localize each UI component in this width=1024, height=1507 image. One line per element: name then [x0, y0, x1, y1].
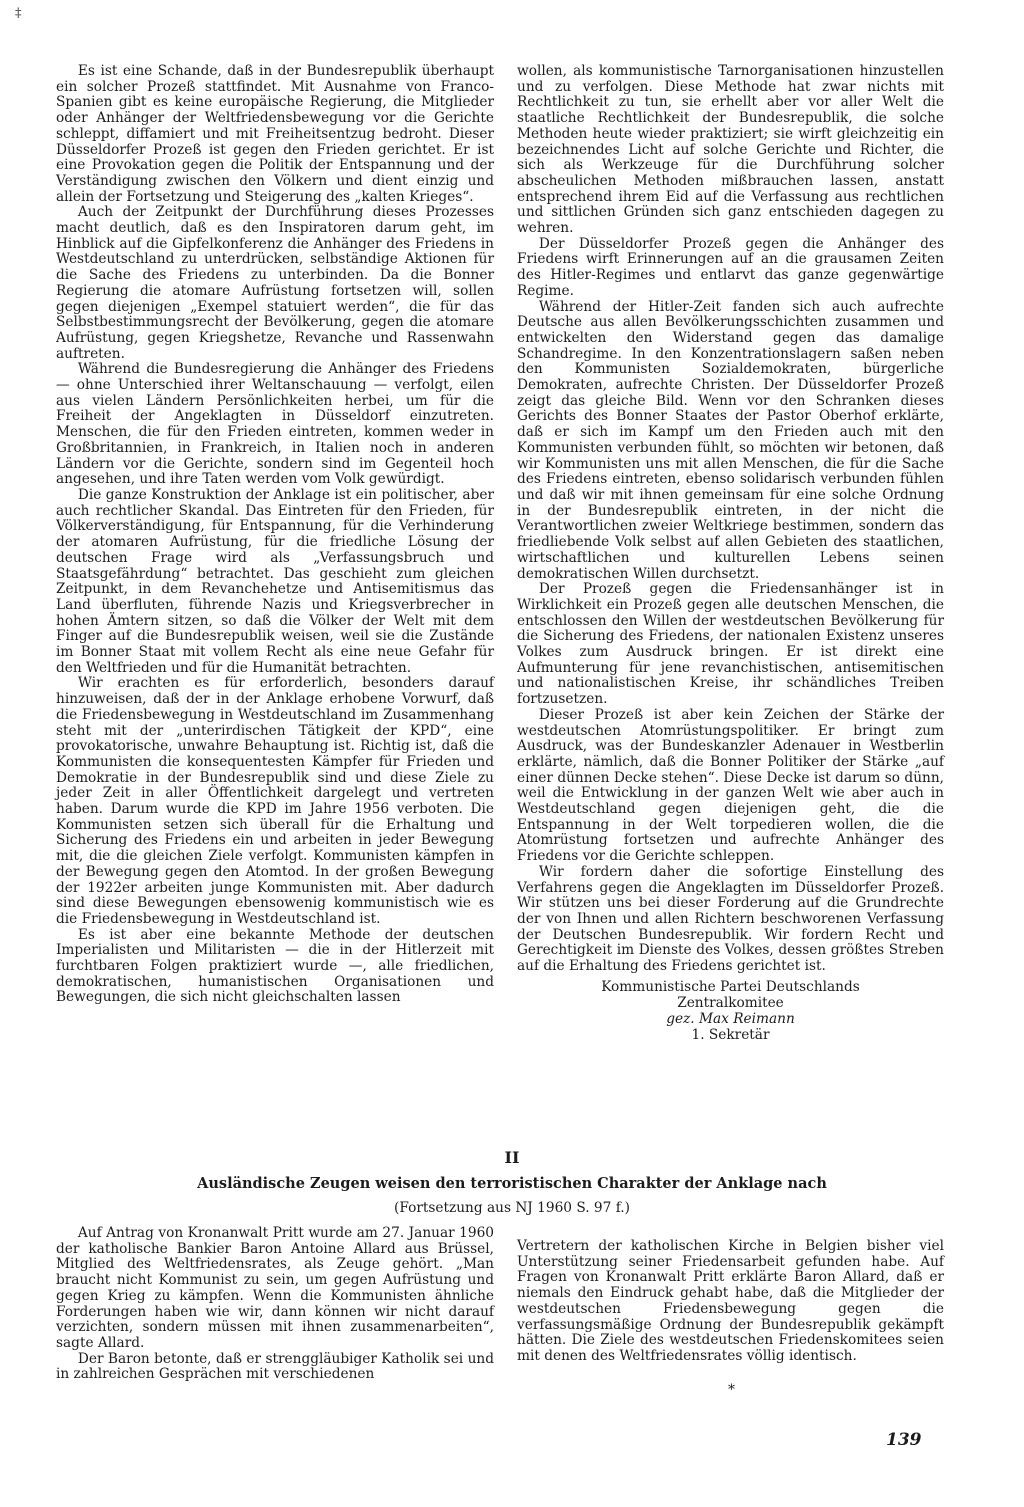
signature-party: Kommunistische Partei Deutschlands — [601, 978, 860, 995]
section-numeral: II — [504, 1148, 520, 1167]
section-left-column — [56, 1226, 494, 1383]
paragraph: Die ganze Konstruktion der Anklage ist ein politischer, aber auch rechtlicher Skandal. Das Eintreten für den Frieden, für Völkerverständigung, für Entspannung, für die Verhinderung der atomaren Aufrüstung, für die friedliche Lösung der deutschen Frage wird als „Verfassungsbruch und Staatsgefährdung“ betrachtet. Das geschieht zum gleichen Zeitpunkt, in dem Revanchehetze und Antisemitismus das Land überfluten, führende Nazis und Kriegsverbrecher in hohen Ämtern sitzen, so daß die Völker der Welt mit dem Finger auf die Bundesrepublik weisen, weil sie die Zustände im Bonner Staat mit vollem Recht als eine neue Gefahr für den Weltfrieden und für die Humanität betrachten. — [56, 486, 494, 676]
paragraph: Der Prozeß gegen die Friedensanhänger ist in Wirklichkeit ein Prozeß gegen alle deutschen Menschen, die entschlossen den Willen der westdeutschen Bevölkerung für die Sicherung des Friedens, der nationalen Existenz unseres Volkes zum Ausdruck bringen. Er ist direkt eine Aufmunterung für jene revanchistischen, antisemitischen und nationalistischen Kreise, ihr schändliches Treiben fortzusetzen. — [517, 581, 944, 708]
left-column — [56, 64, 494, 1006]
paragraph: Auf Antrag von Kronanwalt Pritt wurde am 27. Januar 1960 der katholische Bankier Baron Antoine Allard aus Brüssel, Mitglied des Weltfriedensrates, als Zeuge gehört. „Man braucht nicht Kommunist zu sein, um gegen Aufrüstung und gegen Krieg zu kämpfen. Wenn die Kommunisten ähnliche Forderungen haben wie wir, dann können wir nicht darauf verzichten, sondern müssen mit ihnen zusammenarbeiten“, sagte Allard. — [56, 1225, 494, 1351]
signature-committee: Zentralkomitee — [677, 994, 784, 1011]
paragraph: Vertretern der katholischen Kirche in Belgien bisher viel Unterstützung seiner Friedensarbeit gefunden habe. Auf Fragen von Kronanwalt Pritt erklärte Baron Allard, daß er niemals den Eindruck gehabt habe, daß die Mitglieder der westdeutschen Friedensbewegung gegen die verfassungsmäßige Ordnung der Bundesrepublik gekämpft hätten. Die Ziele des westdeutschen Friedenskomitees seien mit denen des Weltfriedensrates völlig identisch. — [517, 1238, 944, 1364]
section-right-column — [517, 1239, 944, 1365]
signature-block — [517, 979, 944, 1043]
signature-signer: gez. Max Reimann — [666, 1010, 795, 1027]
signature-role: 1. Sekretär — [691, 1026, 770, 1043]
paragraph: Dieser Prozeß ist aber kein Zeichen der Stärke der westdeutschen Atomrüstungspolitiker. Er bringt zum Ausdruck, was der Bundeskanzler Adenauer in Westberlin erklärte, nämlich, daß die Bonner Politiker der Stärke „auf einer dünnen Decke stehen“. Diese Decke ist darum so dünn, weil die Entwicklung in der ganzen Welt wie aber auch in Westdeutschland gegen diejenigen geht, die die Entspannung in der Welt torpedieren wollen, die die Atomrüstung fortsetzen und aufrechte Anhänger des Friedens vor die Gerichte schleppen. — [517, 706, 944, 865]
section-headline: Ausländische Zeugen weisen den terroristischen Charakter der Anklage nach — [197, 1175, 827, 1192]
page-number: 139 — [886, 1430, 922, 1450]
section-subline: (Fortsetzung aus NJ 1960 S. 97 f.) — [394, 1200, 630, 1216]
paragraph: Der Düsseldorfer Prozeß gegen die Anhänger des Friedens wirft Erinnerungen auf an die grausamen Zeiten des Hitler-Regimes und entlarvt das ganze gegenwärtige Regime. — [517, 235, 944, 299]
paragraph: Auch der Zeitpunkt der Durchführung dieses Prozesses macht deutlich, daß es den Inspiratoren darum geht, im Hinblick auf die Gipfelkonferenz die Anhänger des Friedens in Westdeutschland zu unterdrücken, selbständige Aktionen für die Sache des Friedens zu unterbinden. Da die Bonner Regierung die atomare Aufrüstung fortsetzen will, sollen gegen diejenigen „Exempel statuiert werden“, die für das Selbstbestimmungsrecht der Bevölkerung, gegen die atomare Aufrüstung, gegen Kriegshetze, Revanche und Rassenwahn auftreten. — [56, 204, 494, 362]
paragraph: Wir erachten es für erforderlich, besonders darauf hinzuweisen, daß der in der Anklage erhobene Vorwurf, daß die Friedensbewegung in Westdeutschland im Zusammenhang steht mit der „unterirdischen Tätigkeit der KPD“, eine provokatorische, unwahre Behauptung ist. Richtig ist, daß die Kommunisten die konsequentesten Kämpfer für Frieden und Demokratie in der Bundesrepublik sind und diese Ziele zu jeder Zeit in aller Öffentlichkeit dargelegt und vertreten haben. Darum wurde die KPD im Jahre 1956 verboten. Die Kommunisten setzen sich überall für die Erhaltung und Sicherung des Friedens ein und arbeiten in jeder Bewegung mit, die die gleichen Ziele verfolgt. Kommunisten kämpfen in der Bewegung gegen den Atomtod. In der großen Bewegung der 1922er arbeiten junge Kommunisten mit. Aber dadurch sind diese Bewegungen ebensowenig kommunistisch wie es die Friedensbewegung in Westdeutschland ist. — [56, 675, 494, 927]
margin-mark: ‡ — [15, 6, 22, 21]
paragraph: wollen, als kommunistische Tarnorganisationen hinzustellen und zu verfolgen. Diese Methode hat zwar nichts mit Rechtlichkeit zu tun, sie erhellt aber vor aller Welt die staatliche Rechtlichkeit der Bundesrepublik, die solche Methoden heute wieder praktiziert; sie wirft gleichzeitig ein bezeichnendes Licht auf solche Gerichte und Richter, die sich als Werkzeuge für die Durchführung solcher abscheulichen Methoden mißbrauchen lassen, anstatt entsprechend ihrem Eid auf die Verfassung aus rechtlichen und sittlichen Gründen sich ganz entschieden dagegen zu wehren. — [517, 63, 944, 237]
paragraph: Der Baron betonte, daß er strenggläubiger Katholik sei und in zahlreichen Gesprächen mit verschiedenen — [56, 1350, 494, 1383]
paragraph: Wir fordern daher die sofortige Einstellung des Verfahrens gegen die Angeklagten im Düsseldorfer Prozeß. Wir stützen uns bei dieser Forderung auf die Grundrechte der von Ihnen und allen Richtern beschworenen Verfassung der Deutschen Bundesrepublik. Wir fordern Recht und Gerechtigkeit im Dienste des Volkes, dessen größtes Streben auf die Erhaltung des Friedens gerichtet ist. — [517, 863, 944, 975]
paragraph: Es ist aber eine bekannte Methode der deutschen Imperialisten und Militaristen — die in der Hitlerzeit mit furchtbaren Folgen praktiziert wurde —, alle friedlichen, demokratischen, humanistischen Organisationen und Bewegungen, die sich nicht gleichschalten lassen — [56, 926, 494, 1006]
paragraph: Während der Hitler-Zeit fanden sich auch aufrechte Deutsche aus allen Bevölkerungsschichten zusammen und entwickelten den Widerstand gegen das damalige Schandregime. In den Konzentrationslagern saßen neben den Kommunisten Sozialdemokraten, bürgerliche Demokraten, aufrechte Christen. Der Düsseldorfer Prozeß zeigt das gleiche Bild. Wenn vor den Schranken dieses Gerichts des Bonner Staates der Pastor Oberhof erklärte, daß er sich im Kampf um den Frieden auch mit den Kommunisten verbunden fühlt, so möchten wir betonen, daß wir Kommunisten uns mit allen Menschen, die für die Sache des Friedens eintreten, ebenso solidarisch verbunden fühlen und daß wir mit ihnen gemeinsam für eine solche Ordnung in der Bundesrepublik eintreten, in der nicht die Verantwortlichen zweier Weltkriege bestimmen, sondern das friedliebende Volk selbst auf allen Gebieten des staatlichen, wirtschaftlichen und kulturellen Lebens seinen demokratischen Willen durchsetzt. — [517, 298, 944, 582]
paragraph: Während die Bundesregierung die Anhänger des Friedens — ohne Unterschied ihrer Weltanschauung — verfolgt, eilen aus vielen Ländern Persönlichkeiten herbei, um für die Freiheit der Angeklagten in Düsseldorf einzutreten. Menschen, die für den Frieden eintreten, kommen weder in Großbritannien, in Frankreich, in Italien noch in anderen Ländern vor die Gerichte, sondern sind im Gegenteil hoch angesehen, und ihre Taten werden vom Volk gewürdigt. — [56, 361, 494, 488]
separator-star: * — [728, 1382, 735, 1398]
paragraph: Es ist eine Schande, daß in der Bundesrepublik überhaupt ein solcher Prozeß stattfindet. Mit Ausnahme von Franco-Spanien gibt es keine europäische Regierung, die Mitglieder oder Anhänger der Weltfriedensbewegung vor die Gerichte schleppt, diffamiert und mit Freiheitsentzug bedroht. Dieser Düsseldorfer Prozeß ist gegen den Frieden gerichtet. Er ist eine Provokation gegen die Politik der Entspannung und der Verständigung zwischen den Völkern und dient einzig und allein der Fortsetzung und Steigerung des „kalten Krieges“. — [56, 63, 494, 205]
right-column — [517, 64, 944, 1043]
